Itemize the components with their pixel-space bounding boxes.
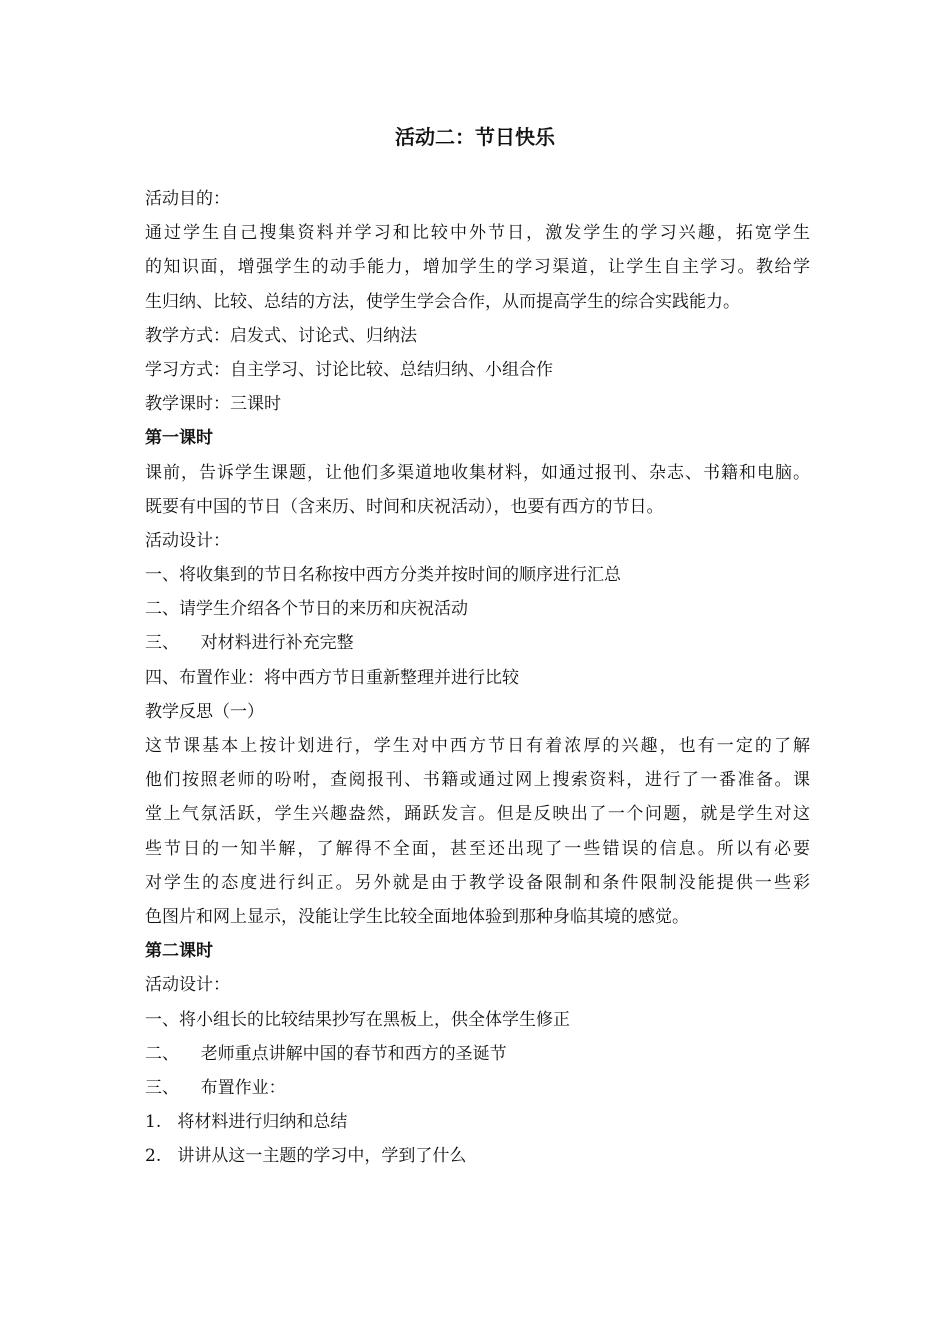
document-title: 活动二：节日快乐 [395,125,555,149]
lesson-1-step: 二、请学生介绍各个节日的来历和庆祝活动 [145,599,468,620]
lesson-2-step: 一、将小组长的比较结果抄写在黑板上，供全体学生修正 [145,1009,570,1030]
reflection-paragraph-line: 他们按照老师的吩咐，查阅报刊、书籍或通过网上搜索资料，进行了一番准备。课 [145,770,810,791]
teaching-method: 教学方式：启发式、讨论式、归纳法 [145,325,417,346]
homework-item: 2. 讲讲从这一主题的学习中，学到了什么 [145,1146,467,1167]
lesson-1-preparation-line: 既要有中国的节日（含来历、时间和庆祝活动），也要有西方的节日。 [145,496,664,517]
goal-label: 活动目的： [145,189,230,209]
reflection-paragraph-line: 色图片和网上显示，没能让学生比较全面地体验到那种身临其境的感觉。 [145,906,689,927]
lesson-1-heading: 第一课时 [145,428,213,449]
lesson-1-design-label: 活动设计： [145,530,230,551]
goal-paragraph-line: 通过学生自己搜集资料并学习和比较中外节日，激发学生的学习兴趣，拓宽学生 [145,223,810,244]
lesson-1-preparation-line: 课前，告诉学生课题，让他们多渠道地收集材料，如通过报刊、杂志、书籍和电脑。 [145,462,810,483]
goal-paragraph-line: 的知识面，增强学生的动手能力，增加学生的学习渠道，让学生自主学习。教给学 [145,257,810,278]
lesson-2-design-label: 活动设计： [145,975,230,996]
learning-method: 学习方式：自主学习、讨论比较、总结归纳、小组合作 [145,359,553,380]
reflection-label: 教学反思（一） [145,701,264,722]
goal-paragraph-line: 生归纳、比较、总结的方法，使学生学会合作，从而提高学生的综合实践能力。 [145,291,740,312]
lesson-1-step: 三、 对材料进行补充完整 [145,633,354,654]
reflection-paragraph-line: 些节日的一知半解，了解得不全面，甚至还出现了一些错误的信息。所以有必要 [145,838,810,859]
reflection-paragraph-line: 对学生的态度进行纠正。另外就是由于教学设备限制和条件限制没能提供一些彩 [145,872,810,893]
lesson-1-step: 一、将收集到的节日名称按中西方分类并按时间的顺序进行汇总 [145,565,621,586]
homework-item: 1. 将材料进行归纳和总结 [145,1112,348,1133]
reflection-paragraph-line: 堂上气氛活跃，学生兴趣盎然，踊跃发言。但是反映出了一个问题，就是学生对这 [145,804,810,825]
lesson-2-heading: 第二课时 [145,941,213,962]
document-body [145,182,810,1173]
lesson-2-step: 二、 老师重点讲解中国的春节和西方的圣诞节 [145,1043,507,1064]
class-periods: 教学课时：三课时 [145,394,281,415]
lesson-1-step: 四、布置作业：将中西方节日重新整理并进行比较 [145,667,519,688]
reflection-paragraph-line: 这节课基本上按计划进行，学生对中西方节日有着浓厚的兴趣，也有一定的了解 [145,736,810,756]
lesson-2-step: 三、 布置作业： [145,1077,286,1098]
